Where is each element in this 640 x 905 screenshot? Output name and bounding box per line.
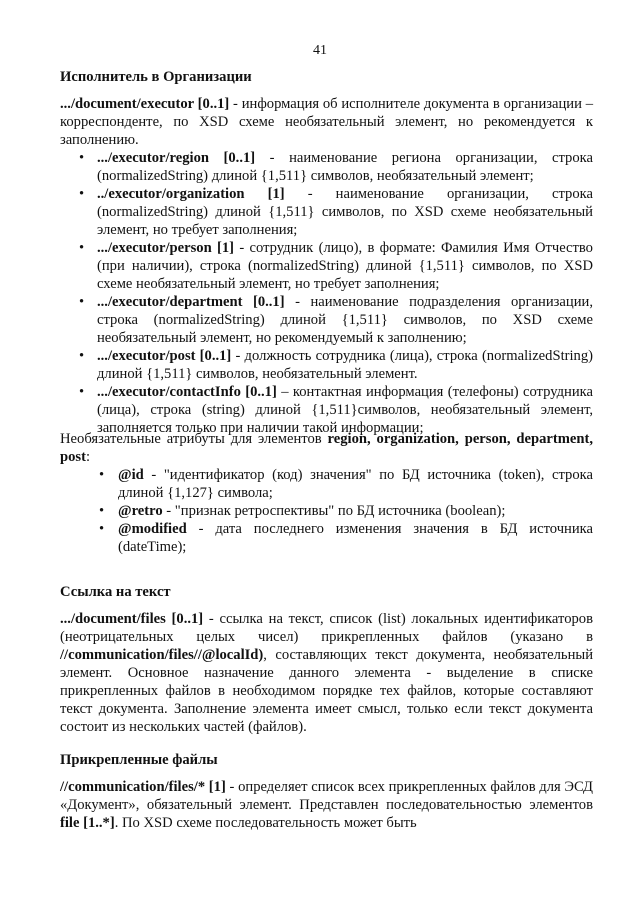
bullet-icon: • (79, 150, 85, 166)
attached-files-description-continued: . По XSD схеме последовательность может быть (114, 815, 417, 831)
text-link-paragraph (60, 610, 593, 736)
attributes-elements: region, organization, person, department, post (60, 431, 593, 465)
files-path: .../document/files [0..1] (60, 611, 204, 627)
attribute-name: @id (118, 467, 144, 483)
attributes-suffix: : (85, 449, 91, 465)
bullet-icon: • (99, 521, 105, 537)
list-item (60, 239, 593, 293)
attribute-name: @modified (118, 521, 187, 537)
attribute-description: - "признак ретроспективы" по БД источника (boolean); (162, 503, 506, 519)
text-link-description-continued: , составляющих текст документа, необязательный элемент. Основное назначение данного элемента - выделение в списке прикрепленных файлов в необходимом порядке тех файлов, которые составляют текст документа. Заполнение элемента имеет смысл, только если текст документа состоит из нескольких частей (файлов). (60, 647, 593, 735)
attribute-name: @retro (118, 503, 163, 519)
element-path: .../executor/region [0..1] (97, 150, 256, 166)
section-heading-attached-files: Прикрепленные файлы (60, 752, 218, 768)
element-description: - должность сотрудника (лица), строка (normalizedString) длиной {1,511} символов, необязательный элемент. (97, 348, 593, 382)
bullet-icon: • (79, 348, 85, 364)
attribute-description: - дата последнего изменения значения в БД источника (dateTime); (118, 521, 593, 555)
bullet-icon: • (79, 240, 85, 256)
list-item (60, 383, 593, 437)
attribute-description: - "идентификатор (код) значения" по БД источника (token), строка длиной {1,127} символа; (118, 467, 593, 501)
attributes-list (60, 466, 593, 556)
list-item (60, 293, 593, 347)
executor-path: .../document/executor [0..1] (60, 96, 230, 112)
bullet-icon: • (99, 503, 105, 519)
bullet-icon: • (79, 186, 85, 202)
element-path: .../executor/department [0..1] (97, 294, 285, 310)
bullet-icon: • (79, 294, 85, 310)
section-heading-executor: Исполнитель в Организации (60, 69, 252, 85)
optional-attributes-paragraph (60, 430, 593, 466)
executor-intro-paragraph (60, 95, 593, 149)
localid-path: //communication/files//@localId) (60, 647, 264, 663)
element-description: - сотрудник (лицо), в формате: Фамилия Имя Отчество (при наличии), строка (normalizedString) длиной {1,511} символов, по XSD схеме необязательный элемент, но требует заполнения; (97, 240, 593, 292)
element-path: .../executor/person [1] (97, 240, 235, 256)
bullet-icon: • (99, 467, 105, 483)
list-item (60, 466, 593, 502)
element-description: - наименование подразделения организации, строка (normalizedString) длиной {1,511} символов, по XSD схеме необязательный элемент, но рекомендуемый к заполнению; (97, 294, 593, 346)
executor-elements-list (60, 149, 593, 437)
text-link-description: - ссылка на текст, список (list) локальных идентификаторов (неотрицательных целых чисел) прикрепленных файлов (указано в (60, 611, 593, 645)
attached-files-description: - определяет список всех прикрепленных файлов для ЭСД «Документ», обязательный элемент. Представлен последовательностью элементов (60, 779, 594, 813)
attributes-prefix: Необязательные атрибуты для элементов (60, 431, 328, 447)
list-item (60, 149, 593, 185)
element-path: .../executor/post [0..1] (97, 348, 232, 364)
element-path: ../executor/organization [1] (97, 186, 285, 202)
attached-files-path: //communication/files/* [1] (60, 779, 226, 795)
file-element-path: file [1..*] (60, 815, 115, 831)
element-description: – контактная информация (телефоны) сотрудника (лица), строка (string) длиной {1,511}символов, необязательный элемент, заполняется только при наличии такой информации; (97, 384, 593, 436)
element-description: - наименование региона организации, строка (normalizedString) длиной {1,511} символов, необязательный элемент; (97, 150, 593, 184)
executor-intro-text: - информация об исполнителе документа в организации – корреспонденте, по XSD схеме необязательный элемент, но рекомендуется к заполнению. (60, 96, 593, 148)
element-path: .../executor/contactInfo [0..1] (97, 384, 277, 400)
attached-files-paragraph (60, 778, 593, 832)
section-heading-text-link: Ссылка на текст (60, 584, 171, 600)
list-item (60, 520, 593, 556)
page-number: 41 (313, 43, 327, 58)
list-item (60, 347, 593, 383)
element-description: - наименование организации, строка (normalizedString) длиной {1,511} символов, по XSD схеме необязательный элемент, но требует заполнения; (97, 186, 593, 238)
list-item (60, 185, 593, 239)
list-item (60, 502, 593, 520)
bullet-icon: • (79, 384, 85, 400)
